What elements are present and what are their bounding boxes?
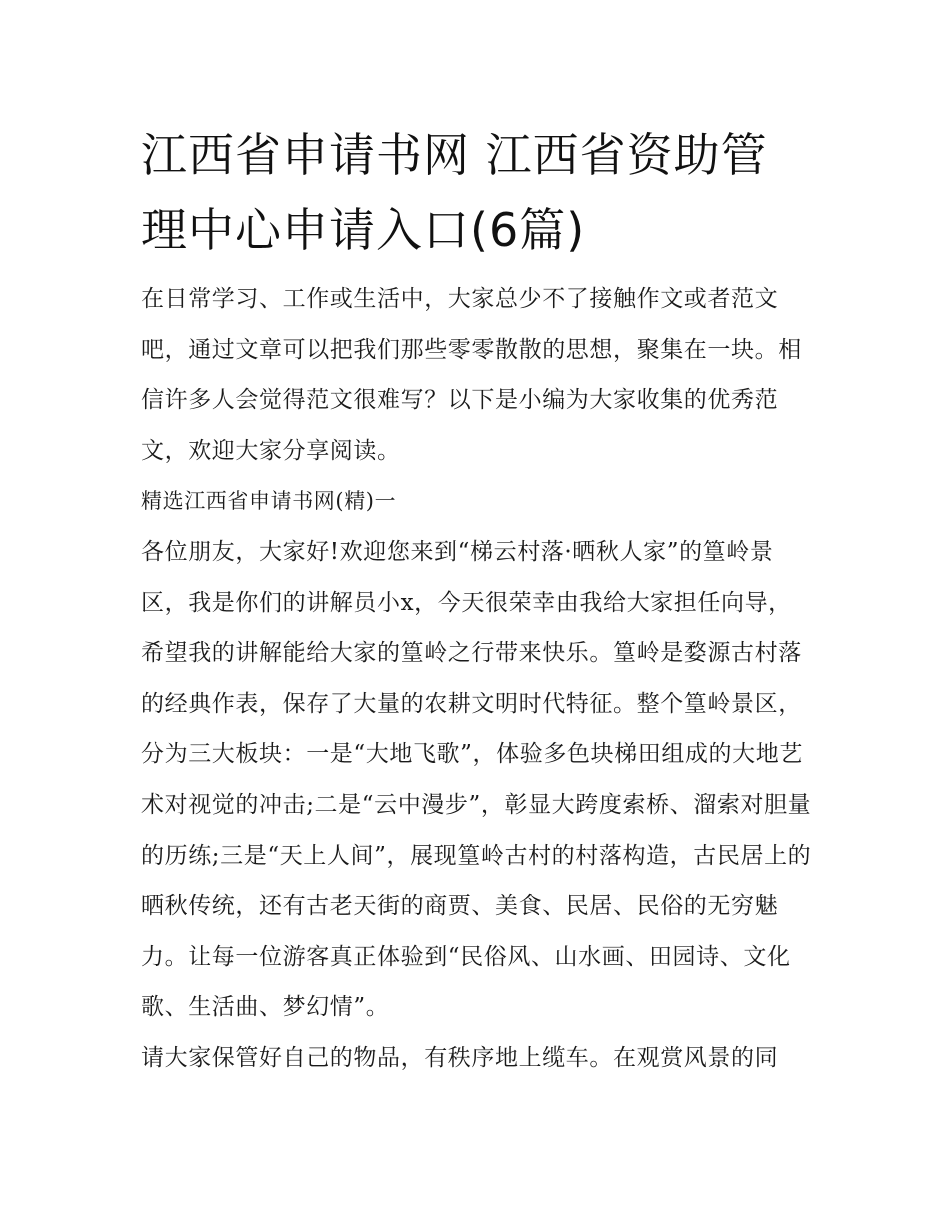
document-body: [141, 118, 813, 1084]
document-title: 江西省申请书网 江西省资助管理中心申请入口(6篇): [141, 128, 768, 257]
body-paragraph: 请大家保管好自己的物品，有秩序地上缆车。在观赏风景的同: [141, 1044, 779, 1071]
intro-paragraph: 在日常学习、工作或生活中，大家总少不了接触作文或者范文吧，通过文章可以把我们那些零零散散的思想，聚集在一块。相信许多人会觉得范文很难写？以下是小编为大家收集的优秀范文，欢迎大家分享阅读。: [141, 286, 802, 464]
body-paragraph: 各位朋友，大家好!欢迎您来到“梯云村落·晒秋人家”的篁岭景区，我是你们的讲解员小x，今天很荣幸由我给大家担任向导，希望我的讲解能给大家的篁岭之行带来快乐。篁岭是婺源古村落的经典作表，保存了大量的农耕文明时代特征。整个篁岭景区，分为三大板块：一是“大地飞歌”，体验多色块梯田组成的大地艺术对视觉的冲击;二是“云中漫步”，彰显大跨度索桥、溜索对胆量的历练;三是“天上人间”，展现篁岭古村的村落构造，古民居上的晒秋传统，还有古老天街的商贾、美食、民居、民俗的无穷魅力。让每一位游客真正体验到“民俗风、山水画、田园诗、文化歌、生活曲、梦幻情”。: [141, 538, 812, 1021]
section-heading: 精选江西省申请书网(精)一: [141, 489, 397, 514]
